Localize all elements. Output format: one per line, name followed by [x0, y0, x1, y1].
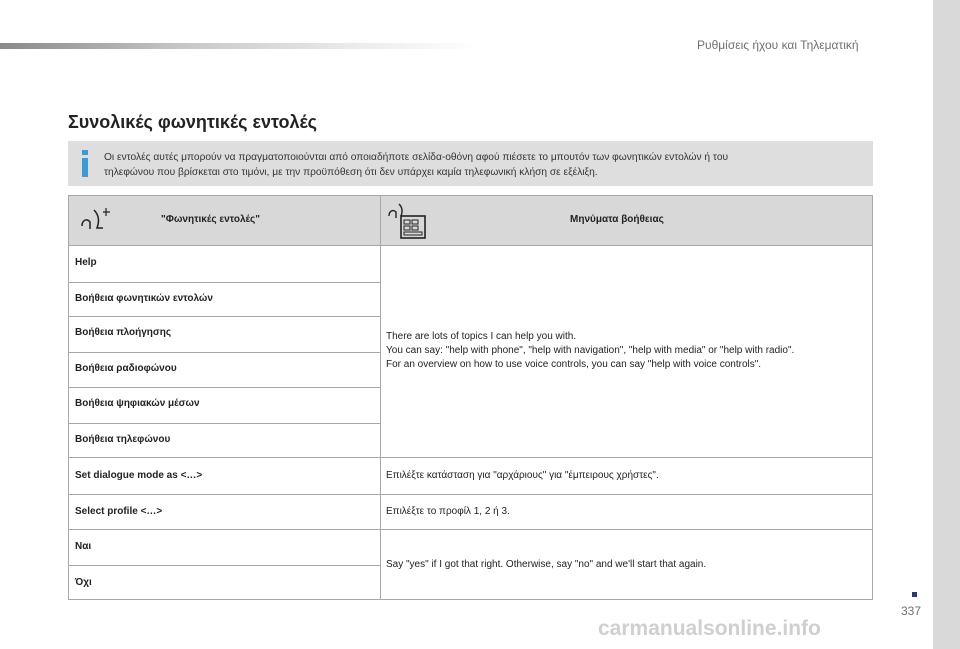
page-side-strip [933, 0, 960, 649]
chapter-title: Ρυθμίσεις ήχου και Τηλεματική [697, 38, 859, 52]
voice-commands-table [68, 195, 873, 600]
help-response-line: There are lots of topics I can help you with. [386, 331, 577, 342]
info-note-line: Οι εντολές αυτές μπορούν να πραγματοποιούνται από οποιαδήποτε σελίδα-οθόνη αφού πιέσετε το μπουτόν των φωνητικών εντολών ή του [104, 152, 729, 163]
table-row-command: Ναι [75, 541, 92, 552]
profile-response: Επιλέξτε το προφίλ 1, 2 ή 3. [386, 506, 510, 517]
voice-command-icon [79, 206, 113, 236]
help-response-line: For an overview on how to use voice controls, you can say "help with voice controls". [386, 359, 762, 370]
page-number: 337 [901, 604, 922, 618]
watermark: carmanualsonline.info [598, 617, 821, 640]
dialogue-mode-response: Επιλέξτε κατάσταση για "αρχάριους" για "έμπειρους χρήστες". [386, 470, 659, 481]
row-divider [69, 457, 872, 458]
table-row-command: Όχι [75, 577, 92, 588]
table-header-help-messages: Μηνύματα βοήθειας [570, 214, 664, 225]
table-row-command: Set dialogue mode as <…> [75, 470, 203, 481]
info-icon [81, 150, 89, 177]
row-divider [69, 245, 872, 246]
table-header-voice-commands: "Φωνητικές εντολές" [161, 214, 260, 225]
help-response-text [386, 330, 794, 372]
table-row-command: Help [75, 257, 97, 268]
table-row-command: Βοήθεια τηλεφώνου [75, 434, 171, 445]
info-note-box [68, 141, 873, 186]
table-row-command: Βοήθεια φωνητικών εντολών [75, 293, 213, 304]
row-divider [69, 316, 380, 317]
row-divider [69, 494, 872, 495]
table-row-command: Select profile <…> [75, 506, 163, 517]
row-divider [69, 565, 380, 566]
header-decorative-bar [0, 43, 480, 49]
info-note-text [104, 150, 864, 180]
section-title: Συνολικές φωνητικές εντολές [68, 112, 318, 132]
yes-no-response: Say "yes" if I got that right. Otherwise, say "no" and we'll start that again. [386, 559, 707, 570]
row-divider [69, 352, 380, 353]
voice-help-screen-icon [387, 202, 429, 240]
table-row-command: Βοήθεια ψηφιακών μέσων [75, 398, 200, 409]
info-note-line: τηλεφώνου που βρίσκεται στο τιμόνι, με την προϋπόθεση ότι δεν υπάρχει καμία τηλεφωνική κλήση σε εξέλιξη. [104, 167, 598, 178]
column-divider [380, 196, 381, 599]
row-divider [69, 529, 872, 530]
table-row-command: Βοήθεια ραδιοφώνου [75, 363, 177, 374]
row-divider [69, 423, 380, 424]
table-row-command: Βοήθεια πλοήγησης [75, 327, 172, 338]
row-divider [69, 387, 380, 388]
row-divider [69, 282, 380, 283]
page-marker [912, 592, 917, 597]
help-response-line: You can say: "help with phone", "help with navigation", "help with media" or "help with radio". [386, 345, 795, 356]
